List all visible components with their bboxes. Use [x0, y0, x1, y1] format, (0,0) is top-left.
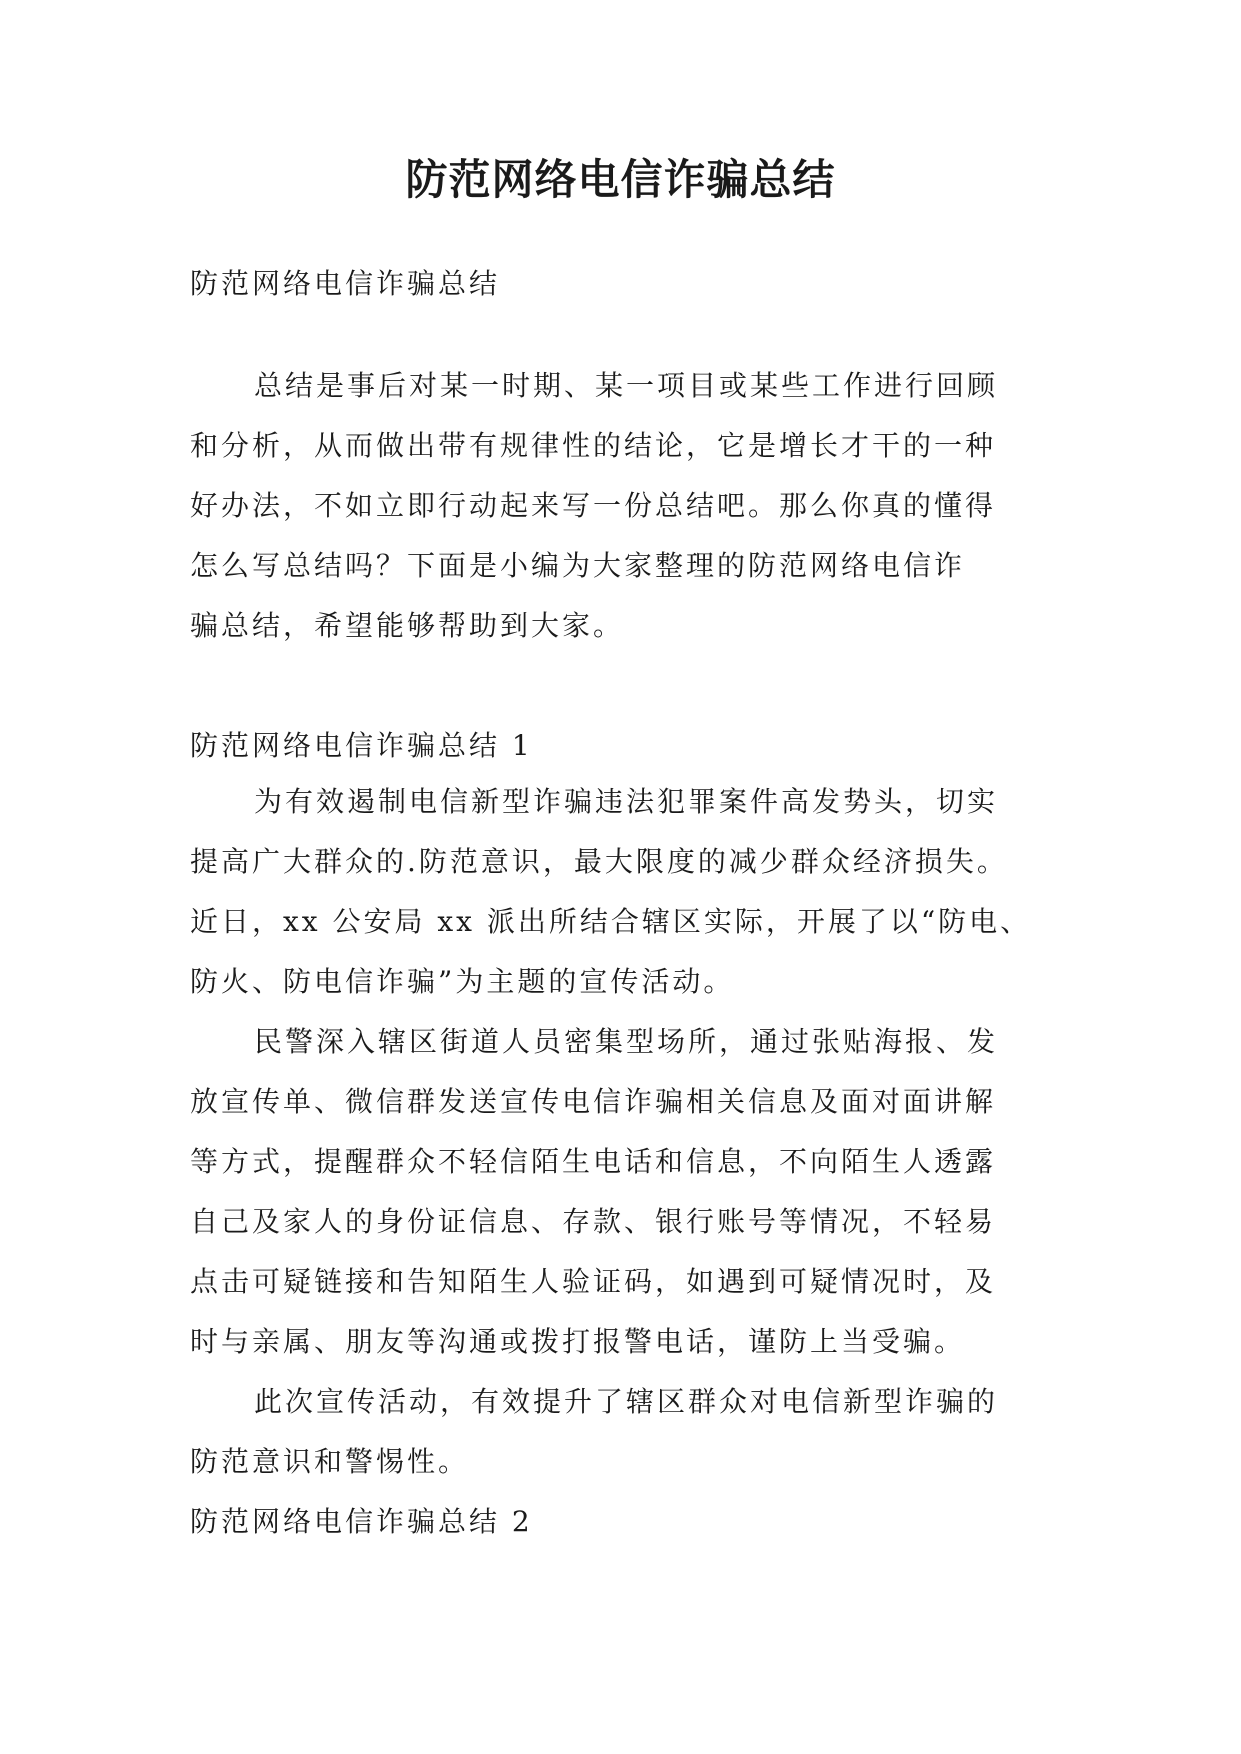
section1-paragraph-1 [190, 772, 1070, 1012]
paragraph-line: 提高广大群众的.防范意识，最大限度的减少群众经济损失。 [190, 845, 1008, 878]
intro-line: 和分析，从而做出带有规律性的结论，它是增长才干的一种 [190, 429, 997, 462]
section1-paragraph-2 [190, 1012, 1070, 1372]
paragraph-line: 此次宣传活动，有效提升了辖区群众对电信新型诈骗的 [254, 1385, 999, 1418]
paragraph-line: 放宣传单、微信群发送宣传电信诈骗相关信息及面对面讲解 [190, 1085, 997, 1118]
document-subtitle: 防范网络电信诈骗总结 [190, 267, 501, 300]
paragraph-line: 点击可疑链接和告知陌生人验证码，如遇到可疑情况时，及 [190, 1265, 997, 1298]
paragraph-line: 等方式，提醒群众不轻信陌生电话和信息，不向陌生人透露 [190, 1145, 997, 1178]
paragraph-line: 近日，xx 公安局 xx 派出所结合辖区实际，开展了以“防电、 [190, 905, 1032, 938]
paragraph-line: 防火、防电信诈骗”为主题的宣传活动。 [190, 965, 735, 998]
paragraph-line: 为有效遏制电信新型诈骗违法犯罪案件高发势头，切实 [254, 785, 999, 818]
document-title: 防范网络电信诈骗总结 [405, 155, 836, 204]
section-heading-1: 防范网络电信诈骗总结 1 [190, 729, 533, 762]
paragraph-line: 自己及家人的身份证信息、存款、银行账号等情况，不轻易 [190, 1205, 997, 1238]
intro-line: 怎么写总结吗？下面是小编为大家整理的防范网络电信诈 [190, 549, 966, 582]
section1-paragraph-3 [190, 1372, 1070, 1492]
intro-line: 总结是事后对某一时期、某一项目或某些工作进行回顾 [254, 369, 999, 402]
section-heading-2: 防范网络电信诈骗总结 2 [190, 1505, 533, 1538]
intro-line: 骗总结，希望能够帮助到大家。 [190, 609, 625, 642]
intro-line: 好办法，不如立即行动起来写一份总结吧。那么你真的懂得 [190, 489, 997, 522]
paragraph-line: 民警深入辖区街道人员密集型场所，通过张贴海报、发 [254, 1025, 999, 1058]
intro-paragraph [190, 356, 1070, 656]
paragraph-line: 防范意识和警惕性。 [190, 1445, 470, 1478]
paragraph-line: 时与亲属、朋友等沟通或拨打报警电话，谨防上当受骗。 [190, 1325, 966, 1358]
